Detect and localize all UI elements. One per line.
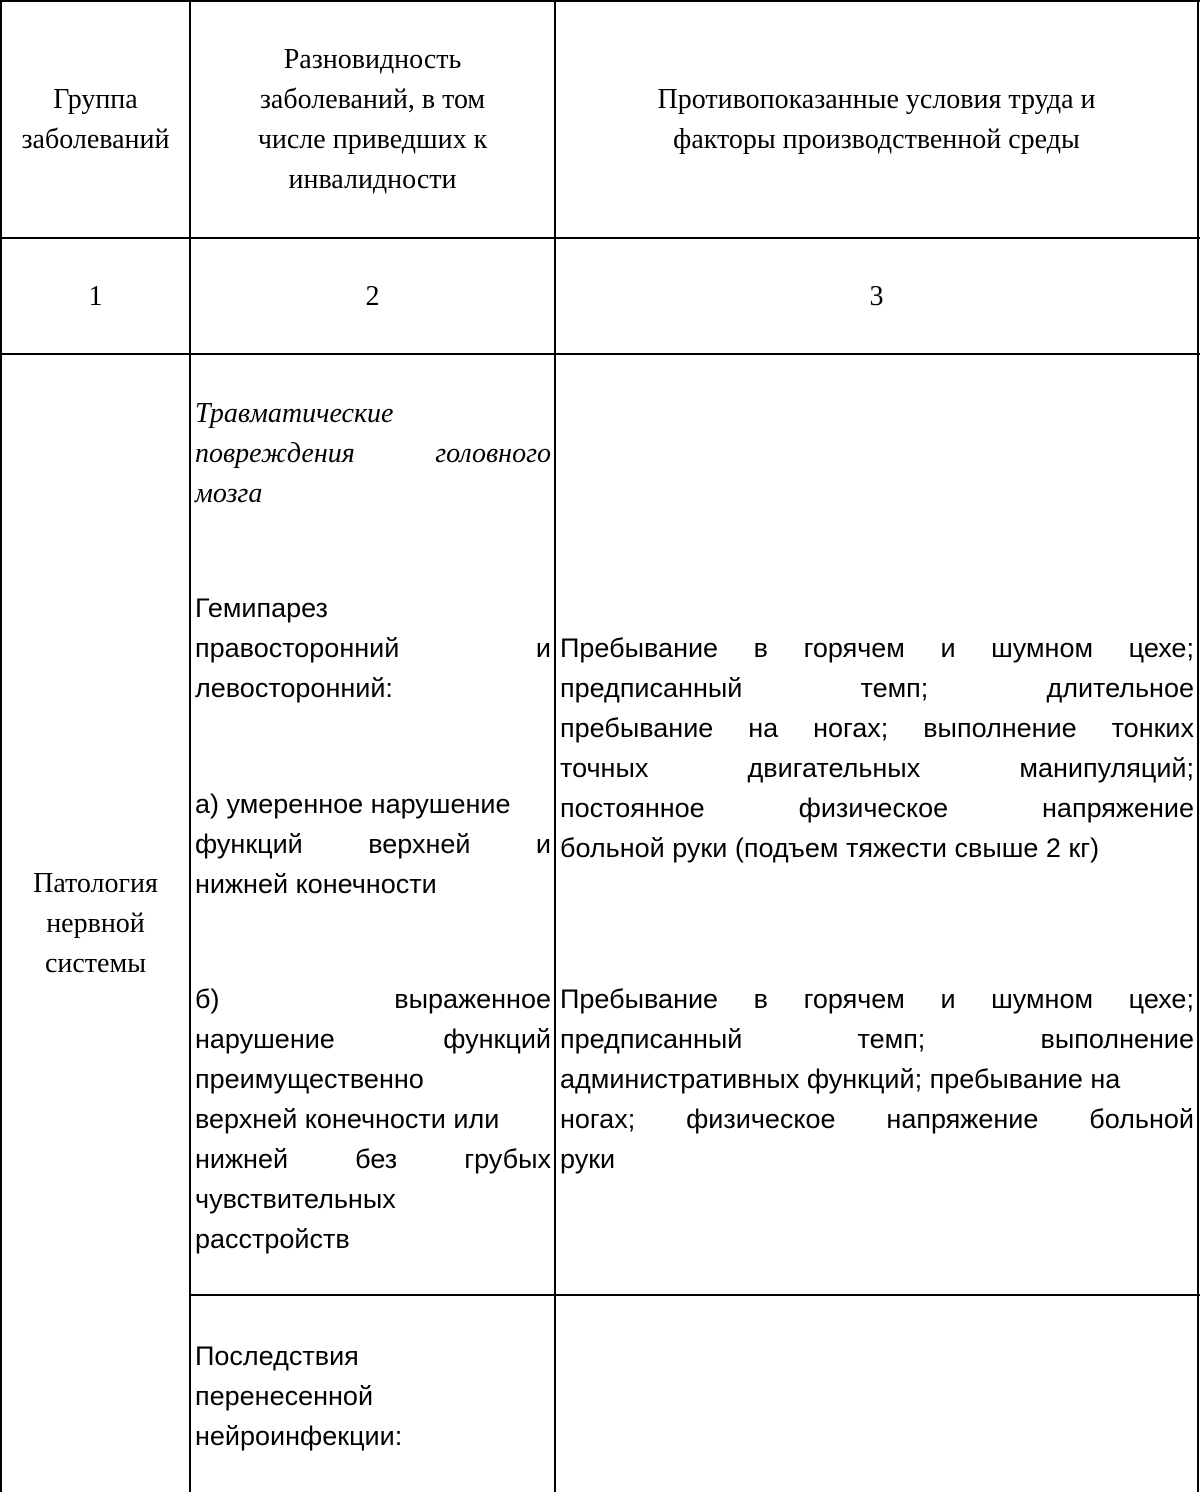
header-variety (191, 40, 554, 200)
neuroinfection-line: перенесенной (195, 1381, 374, 1411)
word: тонких (1111, 713, 1194, 743)
word: б) (195, 984, 220, 1014)
word: двигательных (747, 753, 921, 783)
word: горячем (803, 633, 905, 663)
hemiparesis-line (195, 628, 551, 668)
item-b-conditions (560, 979, 1194, 1179)
group-name-line: нервной (46, 908, 145, 939)
item-b-line (195, 1139, 551, 1179)
table-border-right (1197, 0, 1199, 1492)
word: и (535, 829, 551, 859)
word: предписанный (560, 673, 743, 703)
conditions-b-line (560, 1099, 1194, 1139)
word: повреждения (195, 438, 355, 469)
word: функций (195, 829, 303, 859)
word: напряжение (886, 1104, 1039, 1134)
conditions-a-line (560, 788, 1194, 828)
neuroinfection-line: Последствия (195, 1341, 359, 1371)
word: темп; (857, 1024, 926, 1054)
table-border-col1 (189, 0, 191, 1492)
word: пребывание (560, 713, 714, 743)
conditions-b-line (560, 979, 1194, 1019)
word: длительное (1046, 673, 1194, 703)
word: ногах; (560, 1104, 636, 1134)
header-conditions (556, 80, 1197, 160)
item-b-line: преимущественно (195, 1064, 424, 1094)
group-name (2, 864, 189, 984)
subheading-line: Травматические (195, 398, 394, 429)
conditions-a-line (560, 748, 1194, 788)
word: и (940, 984, 956, 1014)
header-group-line: заболеваний (21, 124, 170, 155)
item-b-line (195, 979, 551, 1019)
word: функций (443, 1024, 551, 1054)
column-number-3: 3 (869, 281, 884, 312)
word: головного (435, 438, 551, 469)
word: в (753, 633, 769, 663)
column-number-2: 2 (365, 281, 380, 312)
item-b-line: расстройств (195, 1224, 350, 1254)
header-conditions-line: факторы производственной среды (673, 124, 1080, 155)
word: правосторонний (195, 633, 400, 663)
word: напряжение (1042, 793, 1194, 823)
table-border-header-bottom (0, 237, 1200, 239)
item-a-conditions (560, 628, 1194, 868)
word: темп; (860, 673, 929, 703)
word: выполнение (923, 713, 1077, 743)
conditions-b-line: административных функций; пребывание на (560, 1064, 1121, 1094)
word: физическое (798, 793, 949, 823)
word: манипуляций; (1019, 753, 1194, 783)
conditions-a-line: больной руки (подъем тяжести свыше 2 кг) (560, 833, 1100, 863)
table-border-row-divider (189, 1294, 1200, 1296)
word: выполнение (1040, 1024, 1194, 1054)
word: шумном (991, 984, 1094, 1014)
item-a (195, 784, 551, 904)
header-variety-line: Разновидность (283, 44, 462, 75)
header-conditions-line: Противопоказанные условия труда и (657, 84, 1096, 115)
word: без (355, 1144, 398, 1174)
word: шумном (991, 633, 1094, 663)
table-border-left (0, 0, 2, 1492)
word: Пребывание (560, 984, 719, 1014)
word: цехе; (1128, 633, 1194, 663)
conditions-b-line (560, 1019, 1194, 1059)
header-variety-line: заболеваний, в том (259, 84, 486, 115)
word: нижней (195, 1144, 289, 1174)
word: и (940, 633, 956, 663)
header-variety-line: числе приведших к (257, 124, 488, 155)
conditions-a-line (560, 668, 1194, 708)
item-b (195, 979, 551, 1259)
word: цехе; (1128, 984, 1194, 1014)
word: грубых (464, 1144, 551, 1174)
subheading-brain-injury (195, 394, 551, 514)
word: верхней (368, 829, 471, 859)
hemiparesis-line: левосторонний: (195, 673, 393, 703)
group-name-line: Патология (33, 868, 158, 899)
table-border-col2 (554, 0, 556, 1492)
group-name-line: системы (44, 948, 147, 979)
word: предписанный (560, 1024, 743, 1054)
column-number-1: 1 (88, 281, 103, 312)
conditions-a-line (560, 628, 1194, 668)
word: выраженное (394, 984, 551, 1014)
hemiparesis-line: Гемипарез (195, 593, 328, 623)
item-a-line: нижней конечности (195, 869, 437, 899)
item-a-line (195, 824, 551, 864)
word: на (748, 713, 779, 743)
item-b-line: верхней конечности или (195, 1104, 500, 1134)
item-a-line: а) умеренное нарушение (195, 789, 511, 819)
word: физическое (686, 1104, 836, 1134)
subheading-line (195, 434, 551, 474)
item-b-line (195, 1019, 551, 1059)
conditions-b-line: руки (560, 1144, 616, 1174)
header-variety-line: инвалидности (288, 164, 457, 195)
word: Пребывание (560, 633, 719, 663)
word: больной (1089, 1104, 1194, 1134)
subheading-line: мозга (195, 478, 263, 509)
neuroinfection-label (195, 1336, 551, 1456)
word: нарушение (195, 1024, 335, 1054)
word: ногах; (813, 713, 889, 743)
word: точных (560, 753, 649, 783)
word: постоянное (560, 793, 705, 823)
neuroinfection-line: нейроинфекции: (195, 1421, 403, 1451)
header-group-line: Группа (53, 84, 138, 115)
item-b-line: чувствительных (195, 1184, 396, 1214)
header-group (2, 80, 189, 160)
word: горячем (803, 984, 905, 1014)
table-border-top (0, 0, 1200, 2)
conditions-a-line (560, 708, 1194, 748)
hemiparesis-label (195, 588, 551, 708)
table-border-numbers-bottom (0, 353, 1200, 355)
word: и (535, 633, 551, 663)
word: в (753, 984, 769, 1014)
